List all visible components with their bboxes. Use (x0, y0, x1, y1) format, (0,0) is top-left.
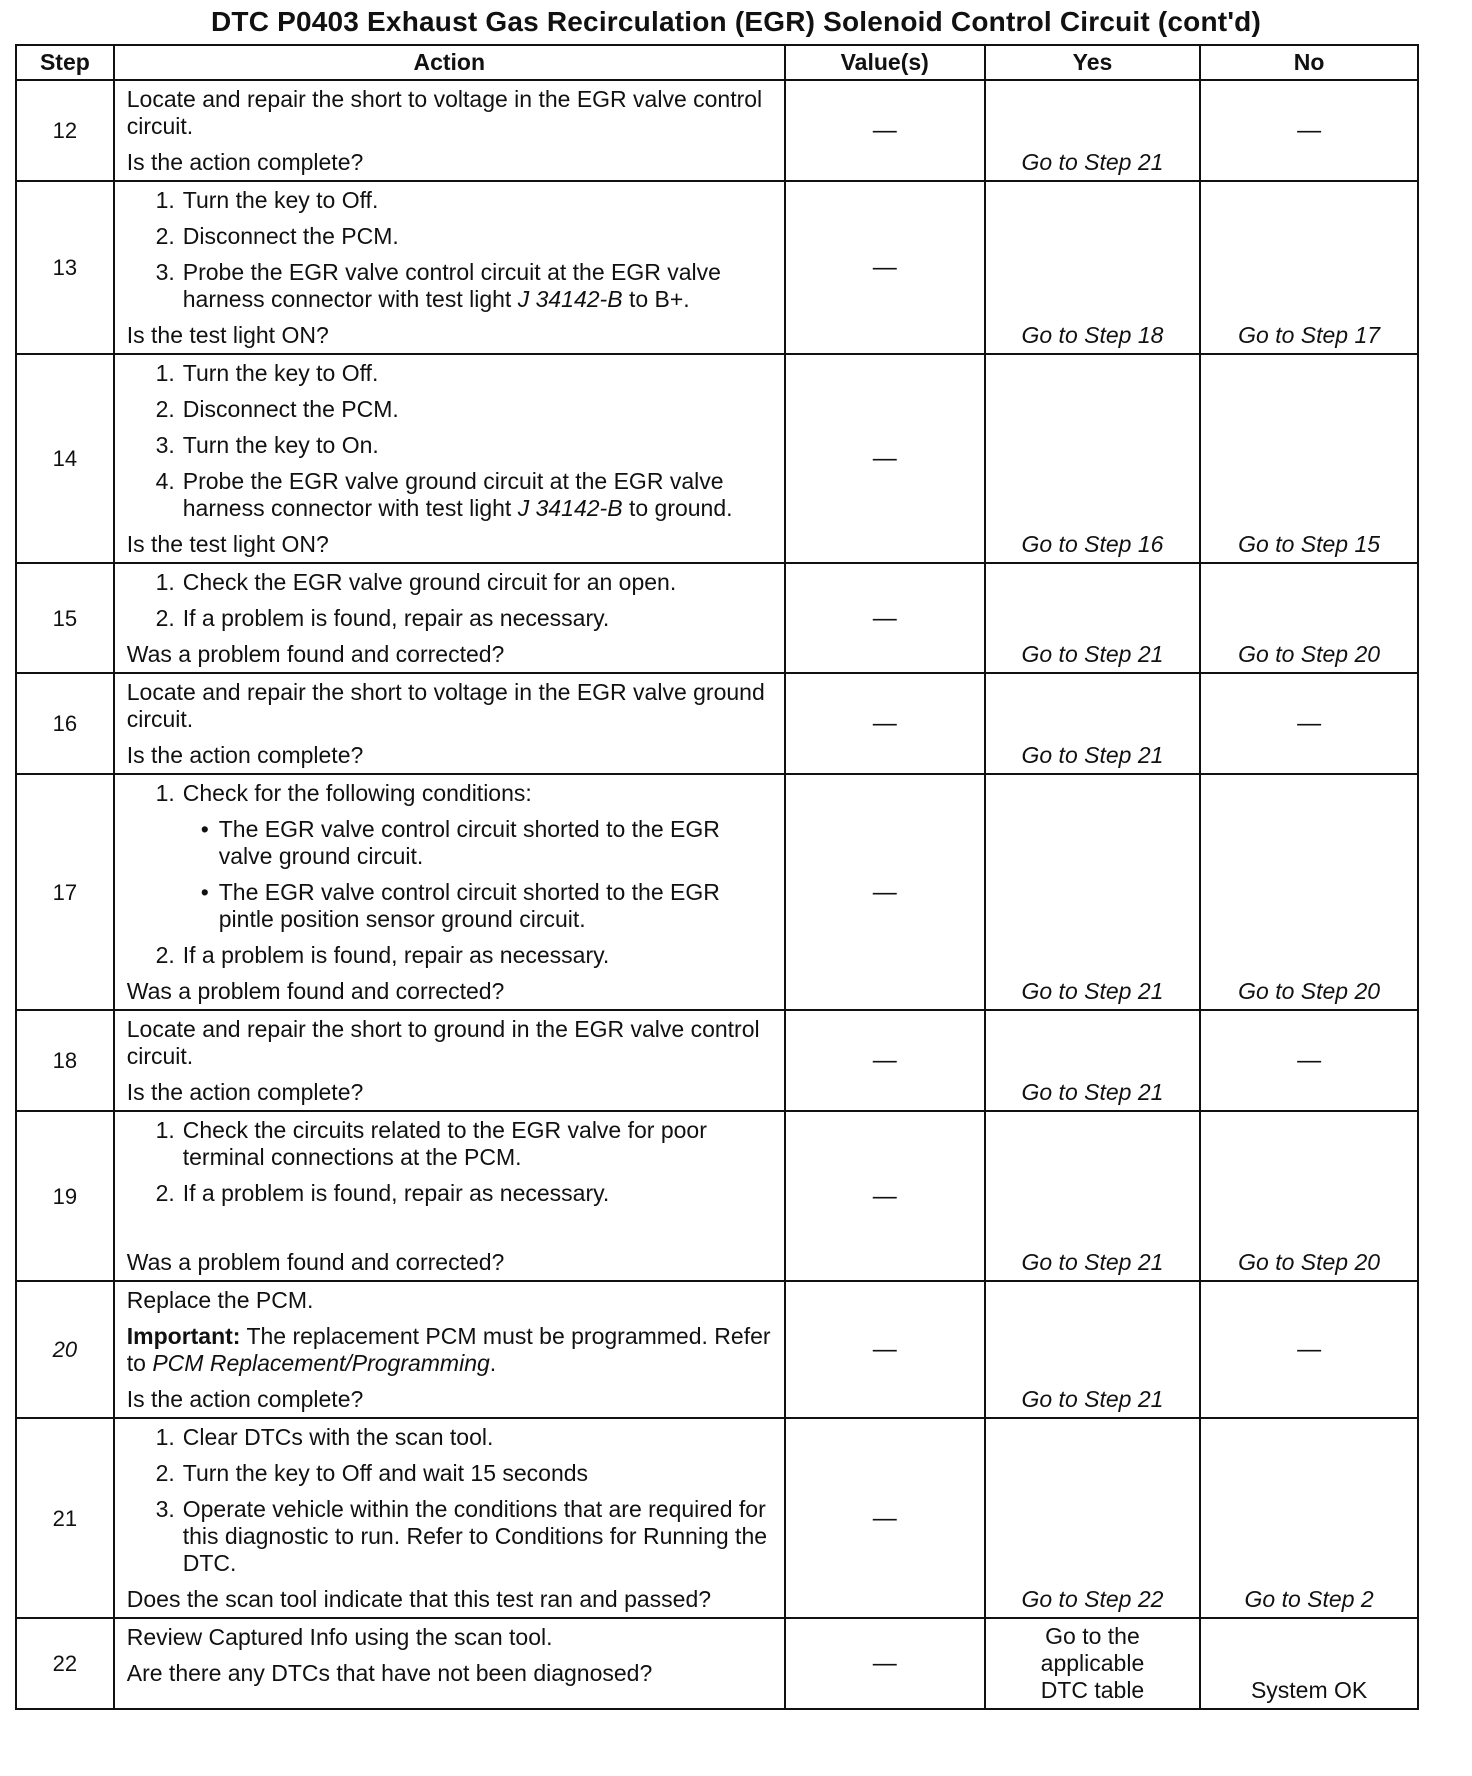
yes-cell: Go to the applicable DTC table (985, 1618, 1201, 1709)
numbered-item: 1. Turn the key to Off. (155, 360, 379, 386)
step-number: 19 (16, 1111, 114, 1281)
action-cell (114, 1281, 785, 1418)
no-cell: Go to Step 17 (1200, 181, 1418, 354)
numbered-item: 2. Disconnect the PCM. (155, 223, 399, 249)
numbered-item: 1. Clear DTCs with the scan tool. (155, 1424, 494, 1450)
action-cell (114, 1418, 785, 1618)
action-text: Locate and repair the short to voltage in the EGR valve control circuit. (126, 86, 763, 139)
action-question: Was a problem found and corrected? (126, 641, 505, 667)
step-number: 16 (16, 673, 114, 774)
table-row (16, 673, 1418, 774)
important-note: Important: The replacement PCM must be programmed. Refer to PCM Replacement/Programming. (126, 1323, 771, 1376)
action-question: Is the action complete? (126, 1386, 364, 1412)
action-cell (114, 774, 785, 1010)
action-question: Is the test light ON? (126, 322, 329, 348)
no-cell: — (1200, 80, 1418, 181)
action-question: Is the test light ON? (126, 531, 329, 557)
bullet-item: • The EGR valve control circuit shorted to the EGR valve ground circuit. (200, 816, 720, 869)
action-text: Locate and repair the short to voltage in the EGR valve ground circuit. (126, 679, 765, 732)
table-row (16, 1618, 1418, 1709)
numbered-item: 1. Check the EGR valve ground circuit for an open. (155, 569, 677, 595)
yes-cell: Go to Step 18 (985, 181, 1201, 354)
table-row (16, 354, 1418, 563)
document-reference: PCM Replacement/Programming (152, 1350, 490, 1376)
action-question: Does the scan tool indicate that this test ran and passed? (126, 1586, 712, 1612)
header-values: Value(s) (785, 45, 985, 80)
yes-cell: Go to Step 21 (985, 80, 1201, 181)
page-title: DTC P0403 Exhaust Gas Recirculation (EGR) Solenoid Control Circuit (cont'd) (210, 6, 1261, 37)
yes-cell: Go to Step 21 (985, 1010, 1201, 1111)
no-cell: System OK (1200, 1618, 1418, 1709)
table-row (16, 1418, 1418, 1618)
table-row (16, 563, 1418, 673)
yes-cell: Go to Step 21 (985, 1111, 1201, 1281)
numbered-item: 3. Turn the key to On. (155, 432, 379, 458)
action-cell (114, 354, 785, 563)
no-cell: Go to Step 20 (1200, 774, 1418, 1010)
table-row (16, 1281, 1418, 1418)
yes-cell: Go to Step 21 (985, 563, 1201, 673)
value-cell: — (785, 354, 985, 563)
no-cell: Go to Step 20 (1200, 1111, 1418, 1281)
no-cell: Go to Step 20 (1200, 563, 1418, 673)
value-cell: — (785, 1418, 985, 1618)
step-number: 21 (16, 1418, 114, 1618)
table-row (16, 774, 1418, 1010)
numbered-item: 4. Probe the EGR valve ground circuit at the EGR valve harness connector with test light J 34142-B to ground. (155, 468, 733, 521)
numbered-item: 1. Check for the following conditions: (155, 780, 532, 806)
numbered-item: 3. Probe the EGR valve control circuit at the EGR valve harness connector with test light J 34142-B to B+. (155, 259, 721, 312)
step-number: 15 (16, 563, 114, 673)
numbered-item: 2. If a problem is found, repair as necessary. (155, 605, 610, 631)
no-cell: — (1200, 1010, 1418, 1111)
value-cell: — (785, 1111, 985, 1281)
no-cell: Go to Step 15 (1200, 354, 1418, 563)
action-cell (114, 1010, 785, 1111)
value-cell: — (785, 673, 985, 774)
yes-cell: Go to Step 21 (985, 673, 1201, 774)
step-number: 14 (16, 354, 114, 563)
diagnostic-table (15, 44, 1419, 1710)
bullet-item: • The EGR valve control circuit shorted to the EGR pintle position sensor ground circuit. (200, 879, 720, 932)
yes-cell: Go to Step 21 (985, 1281, 1201, 1418)
header-no: No (1200, 45, 1418, 80)
table-row (16, 181, 1418, 354)
header-row (16, 45, 1418, 80)
action-cell (114, 181, 785, 354)
step-number: 18 (16, 1010, 114, 1111)
action-question: Is the action complete? (126, 742, 364, 768)
value-cell: — (785, 774, 985, 1010)
tool-reference: J 34142-B (517, 286, 623, 312)
step-number: 20 (16, 1281, 114, 1418)
value-cell: — (785, 1010, 985, 1111)
action-cell (114, 80, 785, 181)
value-cell: — (785, 563, 985, 673)
header-yes: Yes (985, 45, 1201, 80)
action-text: Review Captured Info using the scan tool. (126, 1624, 553, 1650)
action-cell (114, 1618, 785, 1709)
tool-reference: J 34142-B (517, 495, 623, 521)
numbered-item: 2. Disconnect the PCM. (155, 396, 399, 422)
value-cell: — (785, 80, 985, 181)
action-text: Locate and repair the short to ground in the EGR valve control circuit. (126, 1016, 760, 1069)
action-question: Was a problem found and corrected? (126, 1249, 505, 1275)
numbered-item: 2. If a problem is found, repair as necessary. (155, 942, 610, 968)
action-question: Are there any DTCs that have not been diagnosed? (126, 1660, 653, 1686)
numbered-item: 2. If a problem is found, repair as necessary. (155, 1180, 610, 1206)
no-cell: Go to Step 2 (1200, 1418, 1418, 1618)
numbered-item: 1. Turn the key to Off. (155, 187, 379, 213)
header-action: Action (114, 45, 785, 80)
table-row (16, 1010, 1418, 1111)
step-number: 13 (16, 181, 114, 354)
value-cell: — (785, 181, 985, 354)
yes-cell: Go to Step 16 (985, 354, 1201, 563)
yes-cell: Go to Step 22 (985, 1418, 1201, 1618)
action-cell (114, 673, 785, 774)
step-number: 17 (16, 774, 114, 1010)
yes-cell: Go to Step 21 (985, 774, 1201, 1010)
table-row (16, 80, 1418, 181)
action-text: Replace the PCM. (126, 1287, 314, 1313)
table-row (16, 1111, 1418, 1281)
value-cell: — (785, 1281, 985, 1418)
step-number: 22 (16, 1618, 114, 1709)
action-cell (114, 563, 785, 673)
no-cell: — (1200, 1281, 1418, 1418)
numbered-item: 2. Turn the key to Off and wait 15 seconds (155, 1460, 589, 1486)
numbered-item: 1. Check the circuits related to the EGR valve for poor terminal connections at the PCM. (155, 1117, 707, 1170)
header-step: Step (16, 45, 114, 80)
numbered-item: 3. Operate vehicle within the conditions that are required for this diagnostic to run. Refer to Conditions for Running the DTC. (155, 1496, 768, 1576)
action-question: Is the action complete? (126, 149, 364, 175)
no-cell: — (1200, 673, 1418, 774)
step-number: 12 (16, 80, 114, 181)
value-cell: — (785, 1618, 985, 1709)
action-question: Was a problem found and corrected? (126, 978, 505, 1004)
action-question: Is the action complete? (126, 1079, 364, 1105)
action-cell (114, 1111, 785, 1281)
